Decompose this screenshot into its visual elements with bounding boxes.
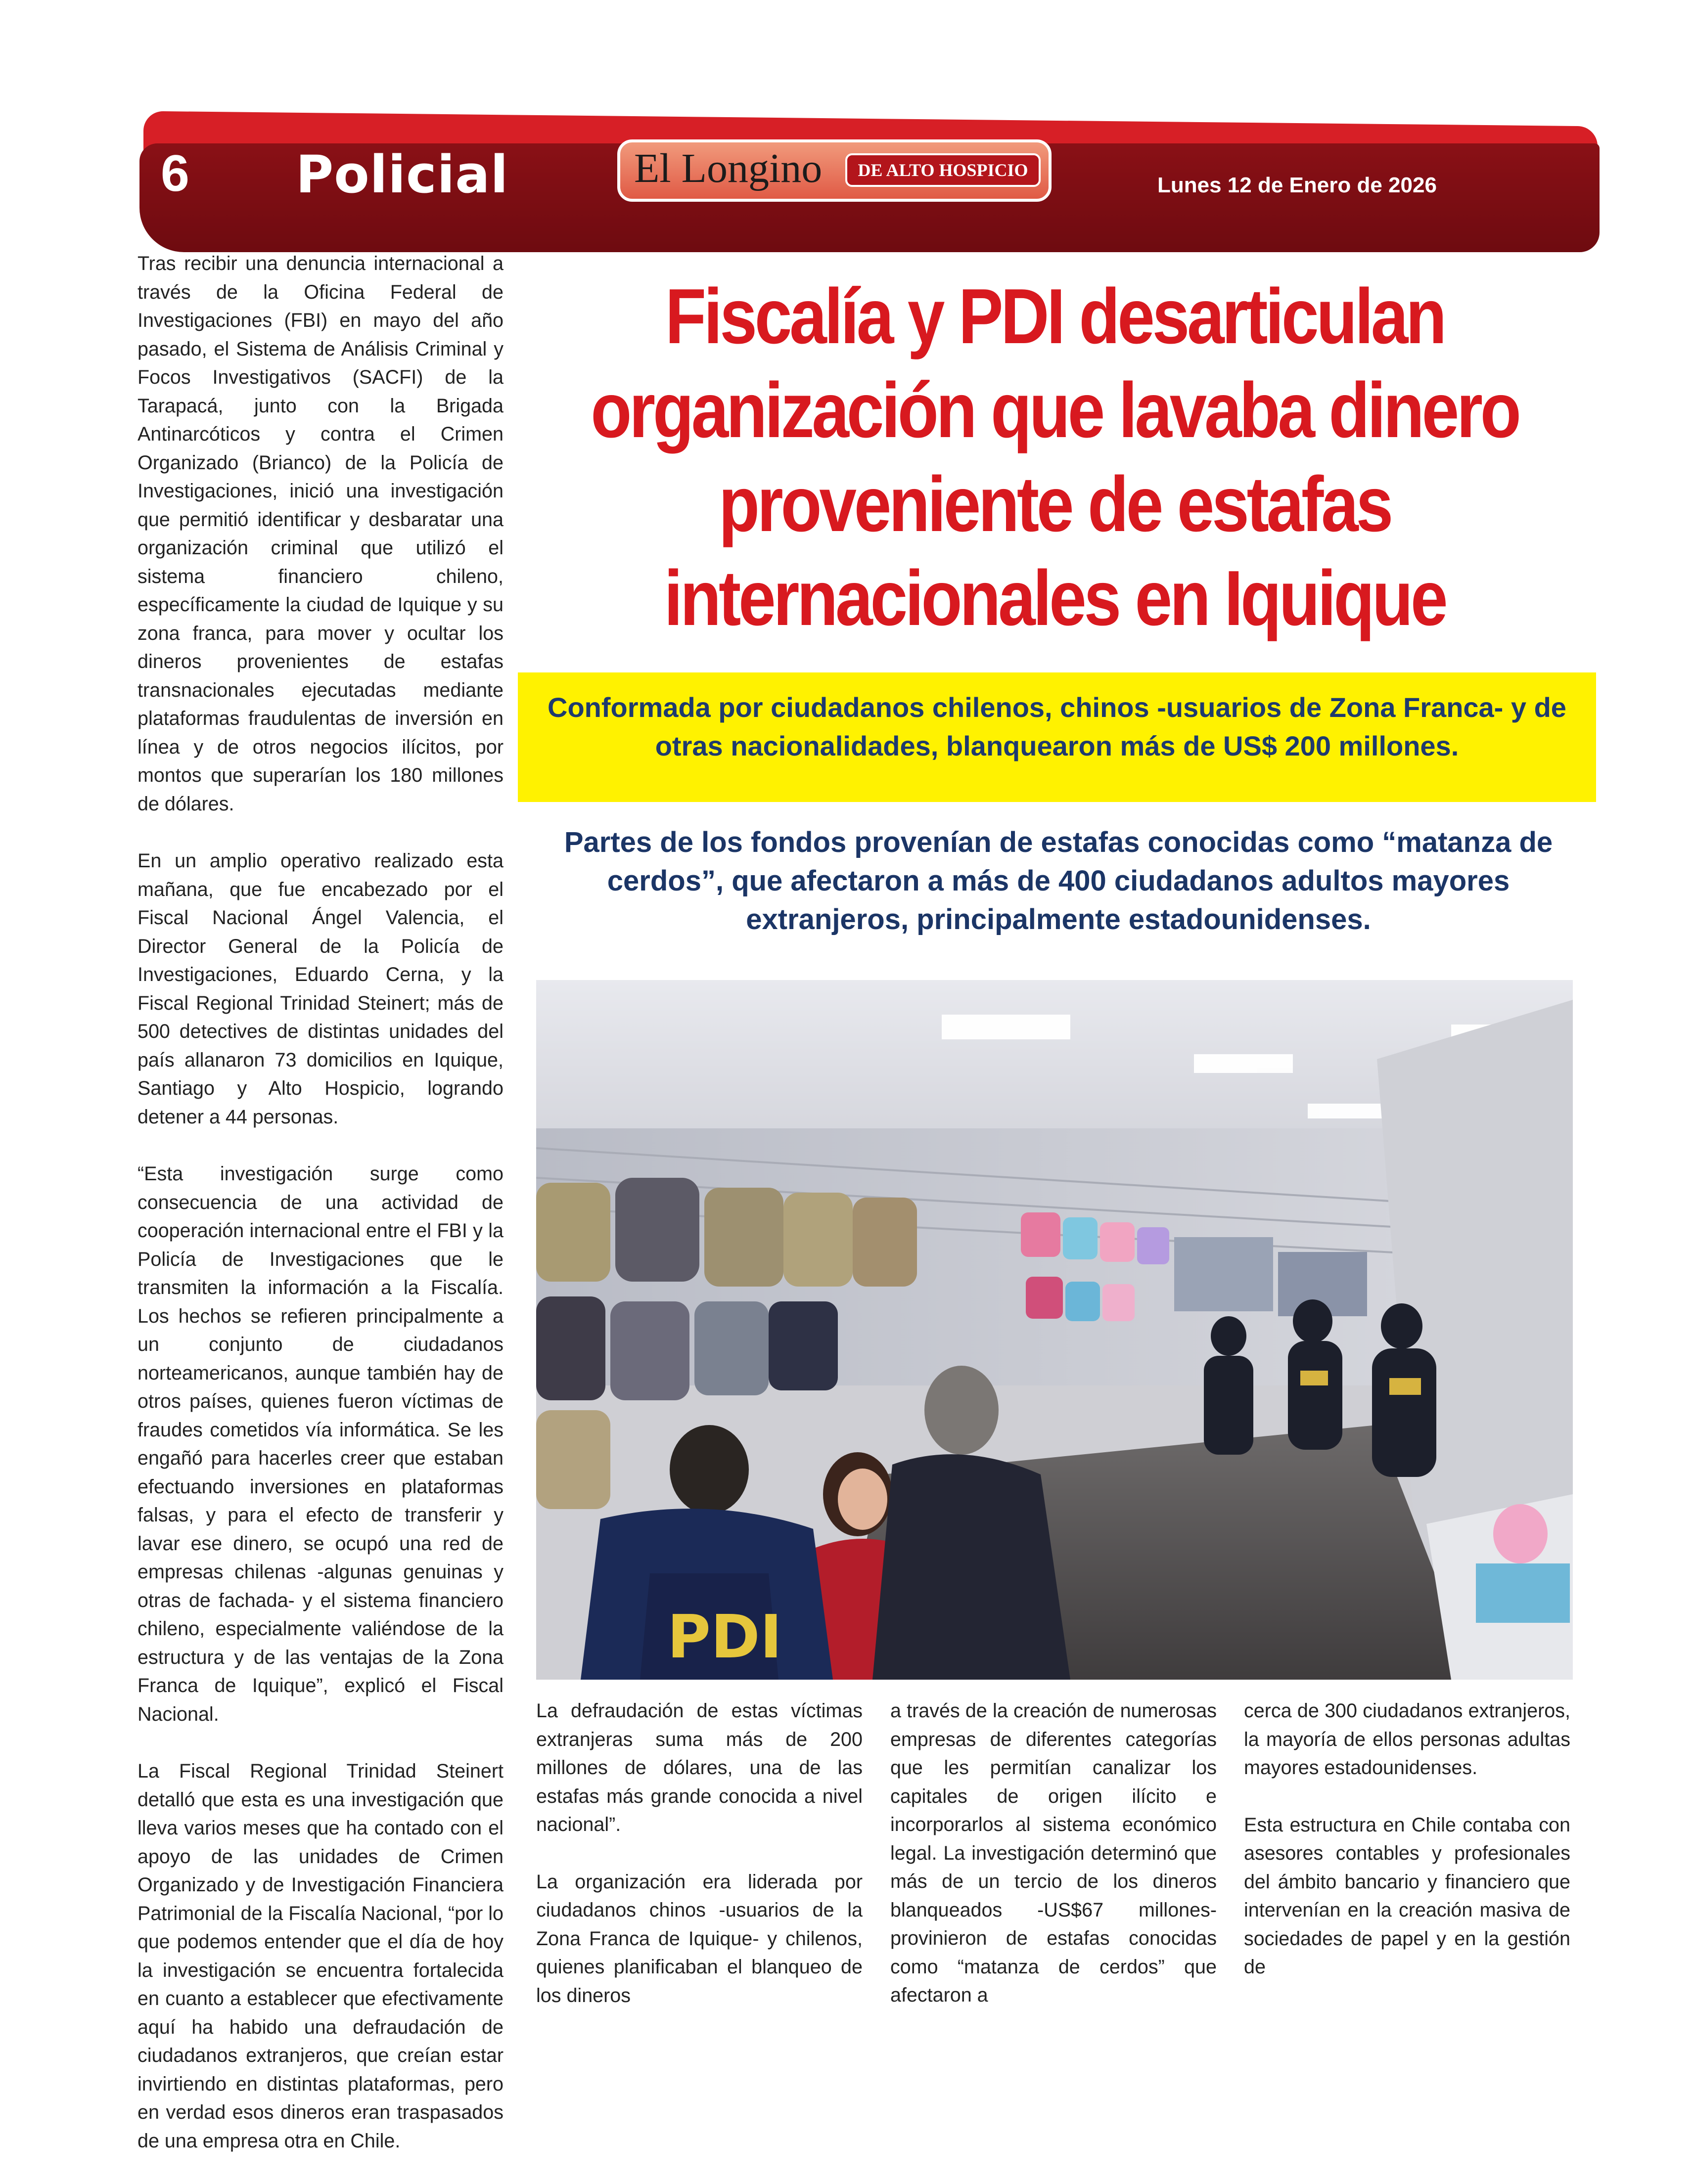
highlight-box [518, 672, 1596, 802]
section-title: Policial [296, 144, 509, 205]
col1-paragraph-2: La organización era liderada por ciudadanos chinos -usuarios de la Zona Franca de Iquique- y chilenos, quienes planificaban el blanqueo de los dineros [536, 1871, 863, 2006]
subhead: Partes de los fondos provenían de estafas conocidas como “matanza de cerdos”, que afectaron a más de 400 ciudadanos adultos mayores extranjeros, principalmente estadounidenses. [564, 826, 1553, 936]
left-paragraph-3: “Esta investigación surge como consecuencia de una actividad de cooperación internacional entre el FBI y la Policía de Investigaciones que le transmiten la información a la Fiscalía. Los hechos se refieren principalmente a un conjunto de ciudadanos norteamericanos, aunque también hay de otros países, quienes fueron víctimas de fraudes cometidos vía informática. Se les engañó para hacerles creer que estaban efectuando inversiones en plataformas falsas, y para el efecto de transferir y lavar ese dinero, se ocupó una red de empresas chilenas -algunas genuinas y otras de fachada- y el sistema financiero chileno, especialmente valiéndose de la estructura y de las ventajas de la Zona Franca de Iquique”, explicó el Fiscal Nacional. [137, 1163, 504, 1725]
left-column [137, 250, 504, 2184]
col2-paragraph-1: a través de la creación de numerosas empresas de diferentes categorías que les permitían canalizar los capitales de origen ilícito e incorporarlos al sistema económico legal. La investigación determinó que más de un tercio de los dineros blanqueados -US$67 millones- provinieron de estafas conocidas como “matanza de cerdos” que afectaron a [890, 1700, 1217, 2006]
left-paragraph-2: En un amplio operativo realizado esta mañana, que fue encabezado por el Fiscal Nacional Ángel Valencia, el Director General de la Policía de Investigaciones, Eduardo Cerna, y la Fiscal Regional Trinidad Steinert; más de 500 detectives de distintas unidades del país allanaron 73 domicilios en Iquique, Santiago y Alto Hospicio, logrando detener a 44 personas. [137, 850, 504, 1128]
newspaper-logo [617, 139, 1052, 202]
article-column-1 [536, 1697, 863, 2039]
col1-paragraph-1: La defraudación de estas víctimas extranjeras suma más de 200 millones de dólares, una de las estafas más grande conocida a nivel nacional”. [536, 1700, 863, 1835]
logo-subtitle: DE ALTO HOSPICIO [845, 153, 1041, 187]
page-number: 6 [161, 145, 189, 202]
headline: Fiscalía y PDI desarticulan organización que lavaba dinero proveniente de estafas internacionales en Iquique [591, 273, 1519, 642]
article-column-3 [1244, 1697, 1570, 2010]
article-column-2 [890, 1697, 1217, 2039]
left-paragraph-4: La Fiscal Regional Trinidad Steinert detalló que esta es una investigación que lleva varios meses que ha contado con el apoyo de las unidades de Crimen Organizado y de Investigación Financiera Patrimonial de la Fiscalía Nacional, “por lo que podemos entender que el día de hoy la investigación se encuentra fortalecida en cuanto a establecer que efectivamente aquí ha habido una defraudación de ciudadanos extranjeros, que creían estar invirtiendo en distintas plataformas, pero en verdad esos dineros eran traspasados de una empresa otra en Chile. [137, 1760, 504, 2152]
article-photo [536, 980, 1573, 1680]
highlight-text: Conformada por ciudadanos chilenos, chinos -usuarios de Zona Franca- y de otras nacionalidades, blanquearon más de US$ 200 millones. [548, 692, 1566, 761]
left-paragraph-1: Tras recibir una denuncia internacional a través de la Oficina Federal de Investigaciones (FBI) en mayo del año pasado, el Sistema de Análisis Criminal y Focos Investigativos (SACFI) de la Tarapacá, junto con la Brigada Antinarcóticos y contra el Crimen Organizado (Brianco) de la Policía de Investigaciones, inició una investigación que permitió identificar y desbaratar una organización criminal que utilizó el sistema financiero chileno, específicamente la ciudad de Iquique y su zona franca, para mover y ocultar los dineros provenientes de estafas transnacionales ejecutadas mediante plataformas fraudulentas de inversión en línea y de otros negocios ilícitos, por montos que superarían los 180 millones de dólares. [137, 253, 504, 815]
col3-paragraph-1: cerca de 300 ciudadanos extranjeros, la mayoría de ellos personas adultas mayores estadounidenses. [1244, 1700, 1570, 1779]
col3-paragraph-2: Esta estructura en Chile contaba con asesores contables y profesionales del ámbito bancario y financiero que intervenían en la creación masiva de sociedades de papel y en la gestión de [1244, 1814, 1570, 1978]
vest-label: PDI [667, 1603, 782, 1672]
issue-date: Lunes 12 de Enero de 2026 [1157, 173, 1437, 197]
store-raid-photo [536, 980, 1573, 1680]
logo-title: El Longino [634, 145, 823, 191]
